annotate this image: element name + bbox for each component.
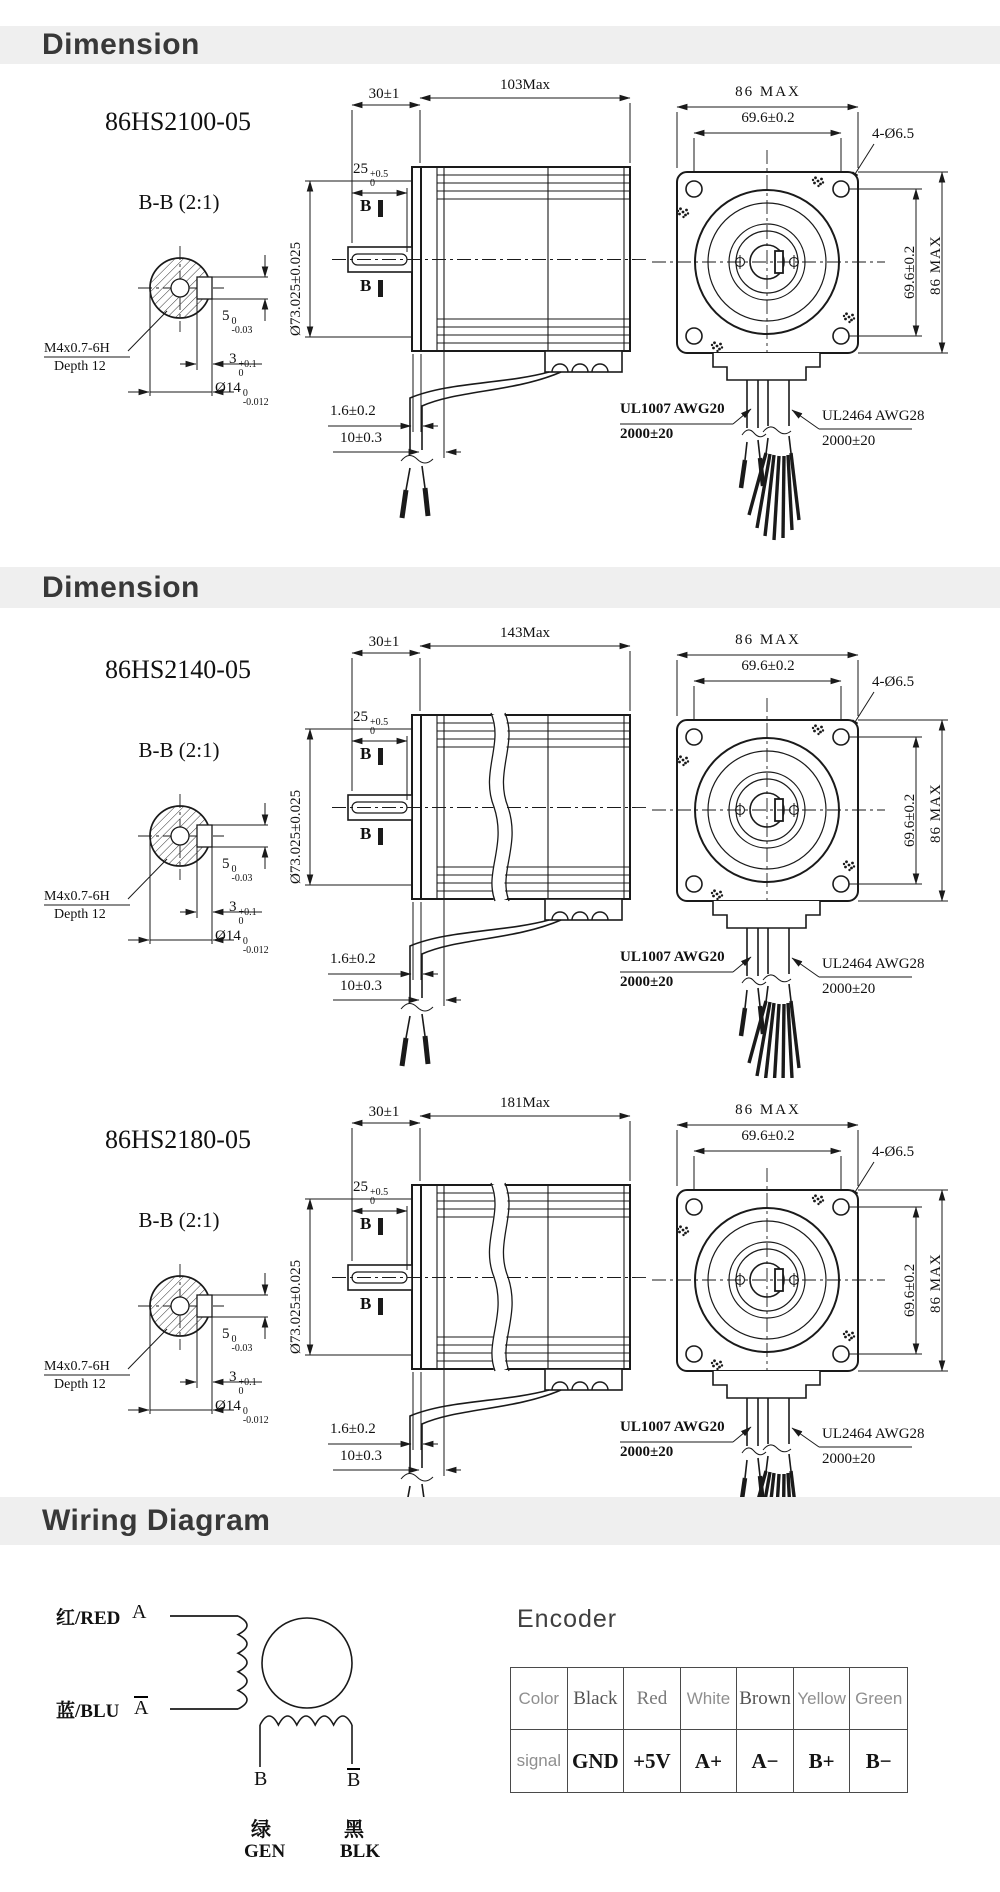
- body-length-dim: 143Max: [500, 625, 550, 641]
- key-depth-dim: 3 +0.1 0: [229, 351, 257, 379]
- key-depth-dim: 3 +0.1 0: [229, 1369, 257, 1397]
- shaft-diameter-dim: Ø14 0 -0.012: [215, 928, 269, 956]
- section-header-dimension-2: [0, 567, 1000, 608]
- phase-b-bar-terminal: B: [347, 1769, 361, 1791]
- encoder-color-red: Red: [624, 1668, 681, 1730]
- model-number: 86HS2140-05: [105, 655, 251, 684]
- wiring-diagram-section: [0, 1545, 1000, 1892]
- section-view-label: B-B (2:1): [138, 190, 220, 214]
- hole-span-vertical-dim: 69.6±0.2: [902, 1263, 918, 1317]
- front-width-dim: 86 MAX: [735, 1102, 801, 1118]
- dimension-section-86hs2100: [0, 60, 1000, 567]
- motor-cable-spec: UL1007 AWG20: [620, 401, 725, 417]
- flange-thickness-dim: 1.6±0.2: [330, 951, 376, 967]
- hole-span-horizontal-dim: 69.6±0.2: [741, 1128, 795, 1144]
- section-header-dimension-1: [0, 26, 1000, 64]
- key-width-dim: 5 0 -0.03: [222, 1326, 253, 1354]
- hole-span-vertical-dim: 69.6±0.2: [902, 245, 918, 299]
- mount-holes-dim: 4-Ø6.5: [872, 674, 915, 690]
- encoder-cable-spec: UL2464 AWG28: [822, 956, 925, 972]
- phase-a-terminal: A: [132, 1601, 147, 1623]
- header-title: Dimension: [42, 28, 200, 61]
- pilot-diameter-dim: Ø73.025±0.025: [288, 241, 304, 336]
- encoder-color-black: Black: [568, 1668, 625, 1730]
- mount-holes-dim: 4-Ø6.5: [872, 126, 915, 142]
- boss-length-dim: 10±0.3: [340, 1448, 382, 1464]
- shaft-length-dim: 30±1: [368, 634, 400, 650]
- encoder-title: Encoder: [517, 1605, 618, 1633]
- cut-mark-lower: B: [360, 824, 372, 843]
- thread-depth: Depth 12: [54, 1377, 106, 1392]
- motor-cable-length: 2000±20: [620, 974, 674, 990]
- pilot-diameter-dim: Ø73.025±0.025: [288, 1259, 304, 1354]
- hole-span-horizontal-dim: 69.6±0.2: [741, 110, 795, 126]
- motor-cable-spec: UL1007 AWG20: [620, 949, 725, 965]
- hole-span-vertical-dim: 69.6±0.2: [902, 793, 918, 847]
- header-title: Dimension: [42, 570, 200, 604]
- flat-length-dim: 25 +0.5 0: [353, 161, 389, 189]
- encoder-signal-row-label: signal: [511, 1730, 568, 1792]
- shaft-diameter-dim: Ø14 0 -0.012: [215, 380, 269, 408]
- phase-a-wire-label: 红/RED: [56, 1608, 121, 1629]
- encoder-signal-b-minus: B−: [865, 1748, 892, 1773]
- encoder-signal-b-plus: B+: [794, 1730, 851, 1792]
- phase-b-wire-en: GEN: [244, 1841, 286, 1862]
- flange-thickness-dim: 1.6±0.2: [330, 1421, 376, 1437]
- flange-thickness-dim: 1.6±0.2: [330, 403, 376, 419]
- motor-cable-spec: UL1007 AWG20: [620, 1419, 725, 1435]
- phase-b-terminal: B: [254, 1768, 268, 1790]
- shaft-length-dim: 30±1: [368, 1104, 400, 1120]
- key-width-dim: 5 0 -0.03: [222, 856, 253, 884]
- hole-span-horizontal-dim: 69.6±0.2: [741, 658, 795, 674]
- motor-cable-length: 2000±20: [620, 426, 674, 442]
- thread-spec: M4x0.7-6H: [44, 1359, 110, 1374]
- thread-spec: M4x0.7-6H: [44, 341, 110, 356]
- encoder-signal-5v: +5V: [624, 1730, 681, 1792]
- encoder-color-brown: Brown: [737, 1668, 794, 1730]
- mount-holes-dim: 4-Ø6.5: [872, 1144, 915, 1160]
- cut-mark-upper: B: [360, 1214, 372, 1233]
- boss-length-dim: 10±0.3: [340, 430, 382, 446]
- encoder-color-yellow: Yellow: [794, 1668, 851, 1730]
- key-depth-dim: 3 +0.1 0: [229, 899, 257, 927]
- cut-mark-lower: B: [360, 1294, 372, 1313]
- front-height-dim: 86 MAX: [928, 235, 944, 295]
- body-length-dim: 181Max: [500, 1095, 550, 1111]
- dimension-section-86hs2180: [0, 1078, 1000, 1497]
- section-header-wiring: [0, 1497, 1000, 1545]
- front-width-dim: 86 MAX: [735, 84, 801, 100]
- header-title: Wiring Diagram: [42, 1504, 271, 1537]
- phase-b-bar-wire-cn: 黑: [344, 1819, 364, 1841]
- encoder-cable-length: 2000±20: [822, 981, 876, 997]
- encoder-table: [510, 1667, 908, 1793]
- encoder-color-green: Green: [850, 1668, 907, 1730]
- phase-b-bar-wire-en: BLK: [340, 1841, 381, 1862]
- encoder-color-row-label: Color: [511, 1668, 568, 1730]
- encoder-color-white: White: [681, 1668, 738, 1730]
- cut-mark-lower: B: [360, 276, 372, 295]
- encoder-cable-length: 2000±20: [822, 433, 876, 449]
- model-number: 86HS2180-05: [105, 1125, 251, 1154]
- flat-length-dim: 25 +0.5 0: [353, 1179, 389, 1207]
- boss-length-dim: 10±0.3: [340, 978, 382, 994]
- dimension-section-86hs2140: [0, 608, 1000, 1078]
- flat-length-dim: 25 +0.5 0: [353, 709, 389, 737]
- section-view-label: B-B (2:1): [138, 1208, 220, 1232]
- shaft-diameter-dim: Ø14 0 -0.012: [215, 1398, 269, 1426]
- encoder-signal-a-plus: A+: [681, 1730, 738, 1792]
- key-width-dim: 5 0 -0.03: [222, 308, 253, 336]
- encoder-cable-spec: UL2464 AWG28: [822, 1426, 925, 1442]
- model-number: 86HS2100-05: [105, 107, 251, 136]
- phase-b-wire-cn: 绿: [251, 1819, 271, 1841]
- front-height-dim: 86 MAX: [928, 1253, 944, 1313]
- thread-depth: Depth 12: [54, 359, 106, 374]
- pilot-diameter-dim: Ø73.025±0.025: [288, 789, 304, 884]
- section-view-label: B-B (2:1): [138, 738, 220, 762]
- body-length-dim: 103Max: [500, 77, 550, 93]
- cut-mark-upper: B: [360, 196, 372, 215]
- front-height-dim: 86 MAX: [928, 783, 944, 843]
- encoder-cable-spec: UL2464 AWG28: [822, 408, 925, 424]
- motor-cable-length: 2000±20: [620, 1444, 674, 1460]
- phase-a-bar-terminal: A: [134, 1697, 149, 1719]
- cut-mark-upper: B: [360, 744, 372, 763]
- encoder-signal-a-minus: A−: [737, 1730, 794, 1792]
- shaft-length-dim: 30±1: [368, 86, 400, 102]
- thread-depth: Depth 12: [54, 907, 106, 922]
- encoder-signal-gnd: GND: [568, 1730, 625, 1792]
- phase-a-bar-wire-label: 蓝/BLU: [56, 1701, 120, 1722]
- encoder-cable-length: 2000±20: [822, 1451, 876, 1467]
- front-width-dim: 86 MAX: [735, 632, 801, 648]
- thread-spec: M4x0.7-6H: [44, 889, 110, 904]
